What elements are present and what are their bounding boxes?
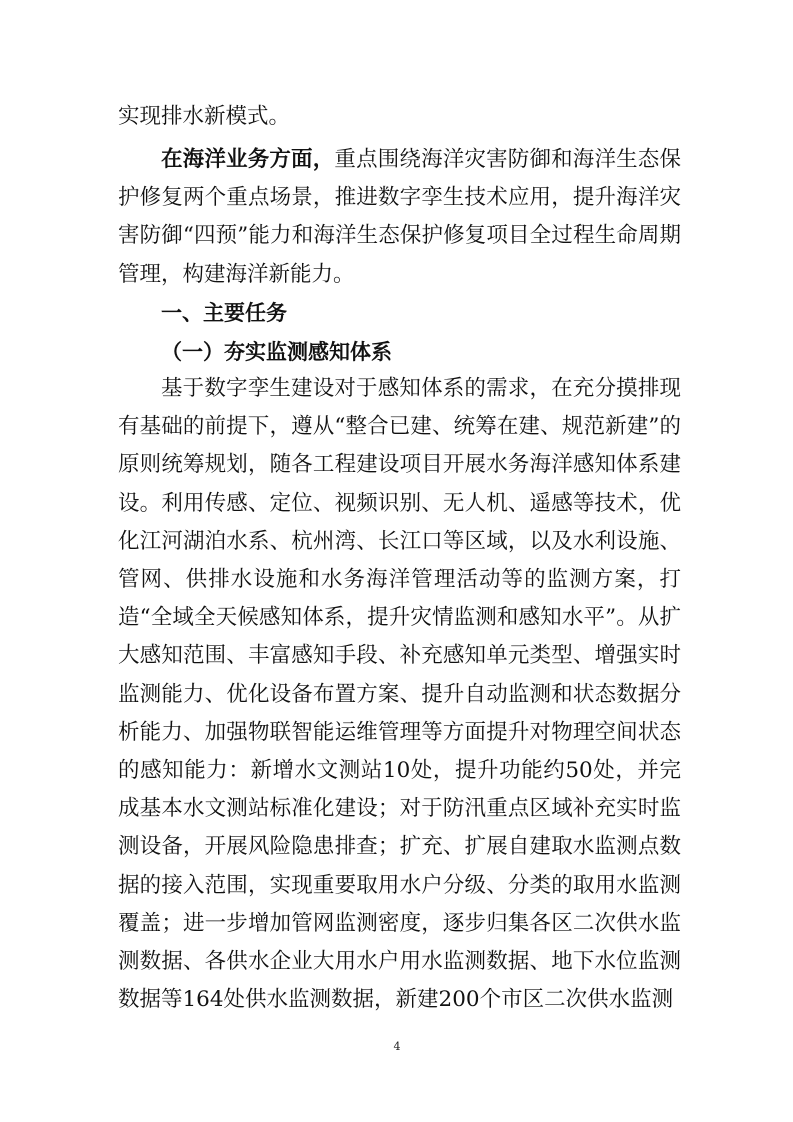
paragraph-continuation (118, 98, 681, 136)
sub-heading: （一）夯实监测感知体系 (161, 339, 392, 364)
page-number: 4 (393, 1040, 401, 1053)
ocean-business-lead: 在海洋业务方面， (161, 147, 335, 172)
paragraph-continuation-text: 实现排水新模式。 (118, 104, 291, 129)
ocean-business-paragraph (118, 141, 681, 294)
monitoring-paragraph (118, 370, 681, 1019)
ocean-business-text: 重点围绕海洋灾害防御和海洋生态保护修复两个重点场景，推进数字孪生技术应用，提升海洋灾害防御“四预”能力和海洋生态保护修复项目全过程生命周期管理，构建海洋新能力。 (118, 147, 681, 287)
monitoring-paragraph-text: 基于数字孪生建设对于感知体系的需求，在充分摸排现有基础的前提下，遵从“整合已建、统筹在建、规范新建”的原则统筹规划，随各工程建设项目开展水务海洋感知体系建设。利用传感、定位、视频识别、无人机、遥感等技术，优化江河湖泊水系、杭州湾、长江口等区域，以及水利设施、管网、供排水设施和水务海洋管理活动等的监测方案，打造“全域全天候感知体系，提升灾情监测和感知水平”。从扩大感知范围、丰富感知手段、补充感知单元类型、增强实时监测能力、优化设备布置方案、提升自动监测和状态数据分析能力、加强物联智能运维管理等方面提升对物理空间状态的感知能力：新增水文测站10处，提升功能约50处，并完成基本水文测站标准化建设；对于防汛重点区域补充实时监测设备，开展风险隐患排查；扩充、扩展自建取水监测点数据的接入范围，实现重要取用水户分级、分类的取用水监测覆盖；进一步增加管网监测密度，逐步归集各区二次供水监测数据、各供水企业大用水户用水监测数据、地下水位监测数据等164处供水监测数据，新建200个市区二次供水监测 (118, 376, 681, 1013)
section-heading: 一、主要任务 (161, 301, 287, 325)
